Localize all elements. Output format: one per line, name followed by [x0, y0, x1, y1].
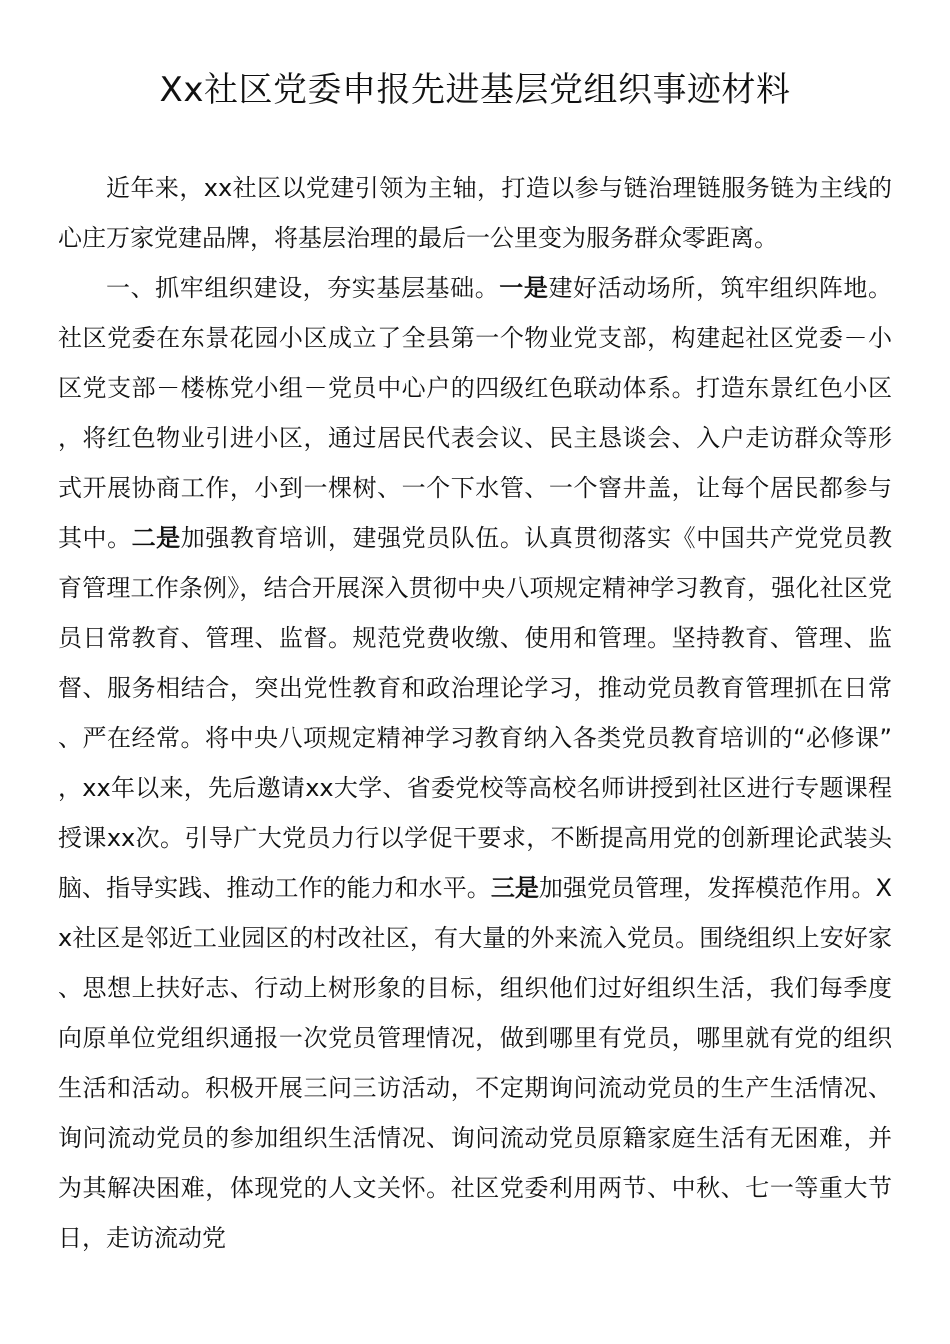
document-title: Xx社区党委申报先进基层党组织事迹材料	[159, 70, 791, 110]
text-segment: 加强教育培训，建强党员队伍。认真贯彻落实《中国共产党党员教育管理工作条例》，结合开展深入贯彻中央八项规定精神学习教育，强化社区党员日常教育、管理、监督。规范党费收缴、使用和管理。坚持教育、管理、监督、服务相结合，突出党性教育和政治理论学习，推动党员教育管理抓在日常、严在经常。将中央八项规定精神学习教育纳入各类党员教育培训的“必修课”，xx年以来，先后邀请xx大学、省委党校等高校名师讲授到社区进行专题课程授课xx次。引导广大党员力行以学促干要求，不断提高用党的创新理论武装头脑、指导实践、推动工作的能力和水平。	[58, 524, 893, 902]
text-segment: 建好活动场所，筑牢组织阵地。社区党委在东景花园小区成立了全县第一个物业党支部，构建起社区党委－小区党支部－楼栋党小组－党员中心户的四级红色联动体系。打造东景红色小区，将红色物业引进小区，通过居民代表会议、民主恳谈会、入户走访群众等形式开展协商工作，小到一棵树、一个下水管、一个窨井盖，让每个居民都参与其中。	[58, 274, 893, 552]
text-segment: 近年来，xx社区以党建引领为主轴，打造以参与链治理链服务链为主线的心庄万家党建品牌，将基层治理的最后一公里变为服务群众零距离。	[58, 174, 892, 252]
text-segment: 加强党员管理，发挥模范作用。Xx社区是邻近工业园区的村改社区，有大量的外来流入党员。围绕组织上安好家、思想上扶好志、行动上树形象的目标，组织他们过好组织生活，我们每季度向原单位党组织通报一次党员管理情况，做到哪里有党员，哪里就有党的组织生活和活动。积极开展三问三访活动，不定期询问流动党员的生产生活情况、询问流动党员的参加组织生活情况、询问流动党员原籍家庭生活有无困难，并为其解决困难，体现党的人文关怀。社区党委利用两节、中秋、七一等重大节日，走访流动党	[58, 874, 892, 1252]
section-heading: 一、抓牢组织建设，夯实基层基础。	[106, 274, 500, 302]
document-body	[58, 163, 892, 1263]
bold-marker-third: 三是	[490, 874, 539, 902]
bold-marker-first: 一是	[499, 274, 549, 302]
bold-marker-second: 二是	[131, 524, 181, 552]
intro-paragraph	[58, 163, 892, 263]
section-one-paragraph	[58, 263, 892, 1263]
